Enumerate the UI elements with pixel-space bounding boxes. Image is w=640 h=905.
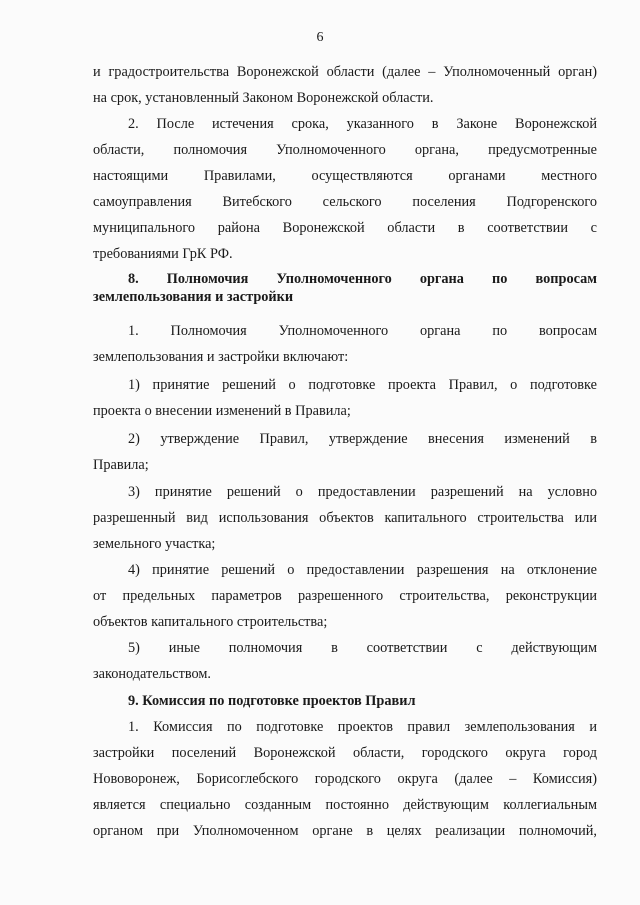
text-line: проекта о внесении изменений в Правила;	[93, 403, 351, 419]
text-line: 2. После истечения срока, указанного в Законе Воронежской	[128, 116, 597, 132]
text-line: застройки поселений Воронежской области, городского округа город	[93, 745, 597, 761]
text-line: разрешенный вид использования объектов капитального строительства или	[93, 510, 597, 526]
list-item: 4) принятие решений о предоставлении разрешения на отклонение	[128, 562, 597, 578]
text-line: муниципального района Воронежской области в соответствии с	[93, 220, 597, 236]
text-line: 1. Комиссия по подготовке проектов правил землепользования и	[128, 719, 597, 735]
section-heading: 8. Полномочия Уполномоченного органа по вопросам	[128, 271, 597, 287]
text-line: землепользования и застройки включают:	[93, 349, 349, 365]
list-item: 5) иные полномочия в соответствии с действующим	[128, 640, 597, 656]
text-line: является специально созданным постоянно действующим коллегиальным	[93, 797, 597, 813]
text-line: объектов капитального строительства;	[93, 614, 328, 630]
text-line: Правила;	[93, 457, 149, 473]
text-line: настоящими Правилами, осуществляются органами местного	[93, 168, 597, 184]
page-number: 6	[316, 30, 324, 45]
text-line: земельного участка;	[93, 536, 216, 552]
text-line: самоуправления Витебского сельского поселения Подгоренского	[93, 194, 597, 210]
text-line: на срок, установленный Законом Воронежской области.	[93, 90, 434, 106]
text-line: области, полномочия Уполномоченного органа, предусмотренные	[93, 142, 597, 158]
text-line: и градостроительства Воронежской области (далее – Уполномоченный орган)	[93, 64, 597, 80]
text-line: требованиями ГрК РФ.	[93, 246, 233, 262]
list-item: 3) принятие решений о предоставлении разрешений на условно	[128, 484, 597, 500]
list-item: 2) утверждение Правил, утверждение внесения изменений в	[128, 431, 597, 447]
text-line: Нововоронеж, Борисоглебского городского округа (далее – Комиссия)	[93, 771, 597, 787]
list-item: 1) принятие решений о подготовке проекта Правил, о подготовке	[128, 377, 597, 393]
text-line: 1. Полномочия Уполномоченного органа по вопросам	[128, 323, 597, 339]
section-heading: землепользования и застройки	[93, 289, 294, 305]
text-line: органом при Уполномоченном органе в целях реализации полномочий,	[93, 823, 597, 839]
text-line: от предельных параметров разрешенного строительства, реконструкции	[93, 588, 597, 604]
text-line: законодательством.	[93, 666, 211, 682]
section-heading: 9. Комиссия по подготовке проектов Правил	[128, 693, 416, 709]
